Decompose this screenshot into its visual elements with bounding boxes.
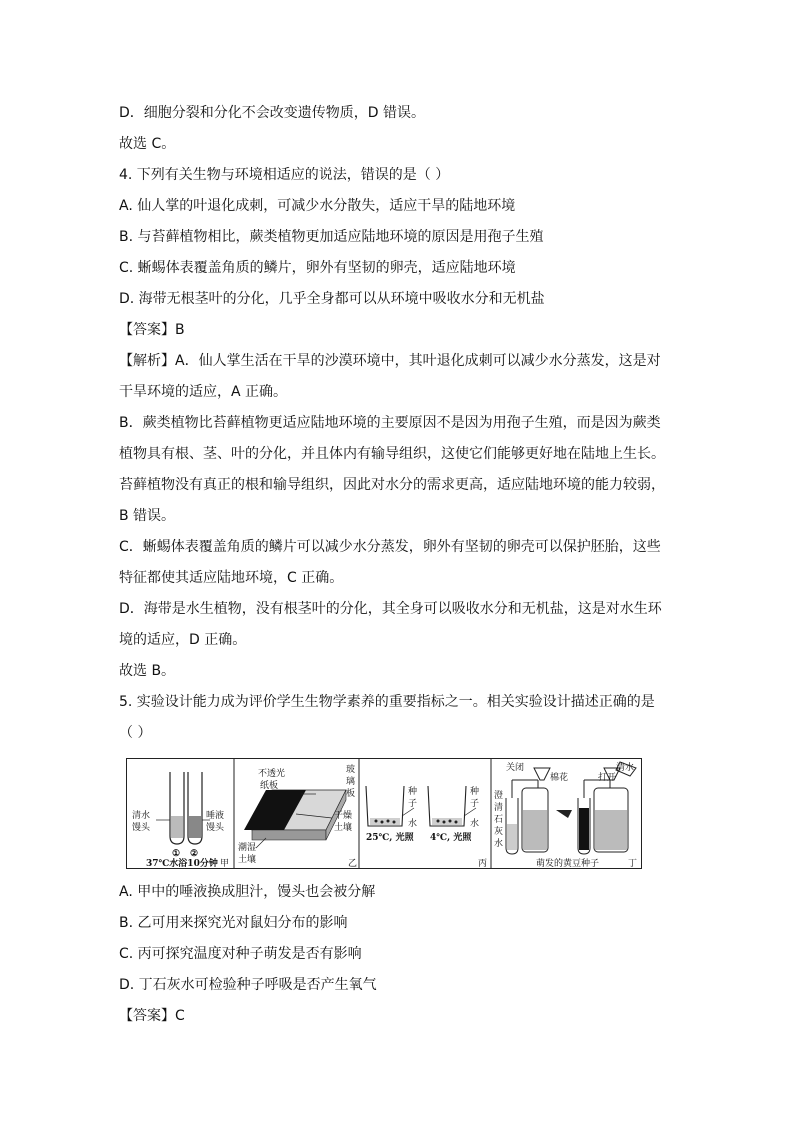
yi-label-5: 板 <box>346 789 356 799</box>
question-5-option-c: C. 丙可探究温度对种子萌发是否有影响 <box>119 946 362 962</box>
jia-left-label-2: 馒头 <box>132 823 151 833</box>
ding-lime-1: 澄 <box>494 791 504 801</box>
question-4-stem: 4. 下列有关生物与环境相适应的说法，错误的是（ ） <box>119 167 450 183</box>
yi-label-8: 潮湿 <box>238 843 257 853</box>
bing-seed-1: 种 <box>408 787 418 797</box>
panel-yi <box>238 763 357 869</box>
ding-cotton-label: 棉花 <box>550 773 569 783</box>
question-5-stem: 5. 实验设计能力成为评价学生生物学素养的重要指标之一。相关实验设计描述正确的是 <box>119 694 655 710</box>
ding-lime-5: 水 <box>494 839 504 849</box>
bing-seed-2: 子 <box>408 799 418 809</box>
jia-right-label-2: 馒头 <box>206 823 225 833</box>
yi-panel-label: 乙 <box>348 859 358 869</box>
question-4-option-c: C. 蜥蜴体表覆盖角质的鳞片，卵外有坚韧的卵壳，适应陆地环境 <box>119 260 516 276</box>
yi-label-2: 纸板 <box>260 781 279 791</box>
question-4-option-b: B. 与苔藓植物相比，蕨类植物更加适应陆地环境的原因是用孢子生殖 <box>119 229 544 245</box>
ding-clear-water-label: 清水 <box>616 763 635 773</box>
explanation-line: 苔藓植物没有真正的根和输导组织，因此对水分的需求更高，适应陆地环境的能力较弱， <box>119 477 665 493</box>
question-5-option-d: D. 丁石灰水可检验种子呼吸是否产生氧气 <box>119 977 377 993</box>
ding-seeds-label: 萌发的黄豆种子 <box>536 859 600 869</box>
yi-label-1: 不透光 <box>258 769 286 779</box>
explanation-line: 特征都使其适应陆地环境，C 正确。 <box>119 570 344 586</box>
explanation-line: 【解析】A．仙人掌生活在干旱的沙漠环境中，其叶退化成刺可以减少水分蒸发，这是对 <box>119 353 661 369</box>
yi-label-4: 璃 <box>346 777 356 787</box>
bing-condition-1: 25℃, 光照 <box>366 833 414 843</box>
bing-water-b: 水 <box>470 819 480 829</box>
jia-right-label-1: 唾液 <box>206 811 225 821</box>
explanation-line: D．海带是水生植物，没有根茎叶的分化，其全身可以吸收水分和无机盐，这是对水生环 <box>119 601 662 617</box>
bing-panel-label: 丙 <box>478 859 488 869</box>
bing-seed-1b: 种 <box>470 787 480 797</box>
jia-left-label-1: 清水 <box>132 811 151 821</box>
explanation-line: B 错误。 <box>119 508 176 524</box>
bing-condition-2: 4℃, 光照 <box>430 833 472 843</box>
text-line: D．细胞分裂和分化不会改变遗传物质，D 错误。 <box>119 105 426 121</box>
ding-close-label: 关闭 <box>506 763 525 773</box>
jia-caption: 37℃水浴10分钟 <box>146 859 218 869</box>
yi-label-7: 土壤 <box>334 823 353 833</box>
yi-label-6: 干燥 <box>334 811 353 821</box>
ding-lime-2: 清 <box>494 803 504 813</box>
question-4-option-d: D. 海带无根茎叶的分化，几乎全身都可以从环境中吸收水分和无机盐 <box>119 291 545 307</box>
experiment-figure <box>126 758 642 869</box>
answer-label: 【答案】B <box>119 322 185 338</box>
jia-panel-label: 甲 <box>220 859 230 869</box>
jia-tube-2: ② <box>190 849 199 859</box>
ding-lime-3: 石 <box>494 815 504 825</box>
panel-bing <box>366 785 487 869</box>
ding-panel-label: 丁 <box>628 859 638 869</box>
ding-lime-4: 灰 <box>494 827 504 837</box>
explanation-line: 干旱环境的适应，A 正确。 <box>119 384 288 400</box>
bing-seed-2b: 子 <box>470 799 480 809</box>
answer-label: 【答案】C <box>119 1008 185 1024</box>
question-4-option-a: A. 仙人掌的叶退化成刺，可减少水分散失，适应干旱的陆地环境 <box>119 198 516 214</box>
explanation-line: 植物具有根、茎、叶的分化，并且体内有输导组织，这使它们能够更好地在陆地上生长。 <box>119 446 665 462</box>
question-5-bracket: （ ） <box>119 725 152 741</box>
jia-tube-1: ① <box>172 849 181 859</box>
explanation-line: C．蜥蜴体表覆盖角质的鳞片可以减少水分蒸发，卵外有坚韧的卵壳可以保护胚胎，这些 <box>119 539 661 555</box>
explanation-line: B．蕨类植物比苔藓植物更适应陆地环境的主要原因不是因为用孢子生殖，而是因为蕨类 <box>119 415 661 431</box>
text-line: 故选 B。 <box>119 663 176 679</box>
yi-label-3: 玻 <box>346 765 356 775</box>
question-5-option-a: A. 甲中的唾液换成胆汁，馒头也会被分解 <box>119 884 376 900</box>
text-line: 故选 C。 <box>119 136 176 152</box>
question-5-option-b: B. 乙可用来探究光对鼠妇分布的影响 <box>119 915 348 931</box>
panel-jia <box>132 772 229 869</box>
explanation-line: 境的适应，D 正确。 <box>119 632 247 648</box>
ding-open-label: 打开 <box>598 773 617 783</box>
bing-water: 水 <box>408 819 418 829</box>
yi-label-9: 土壤 <box>238 855 257 865</box>
panel-ding <box>494 761 637 869</box>
